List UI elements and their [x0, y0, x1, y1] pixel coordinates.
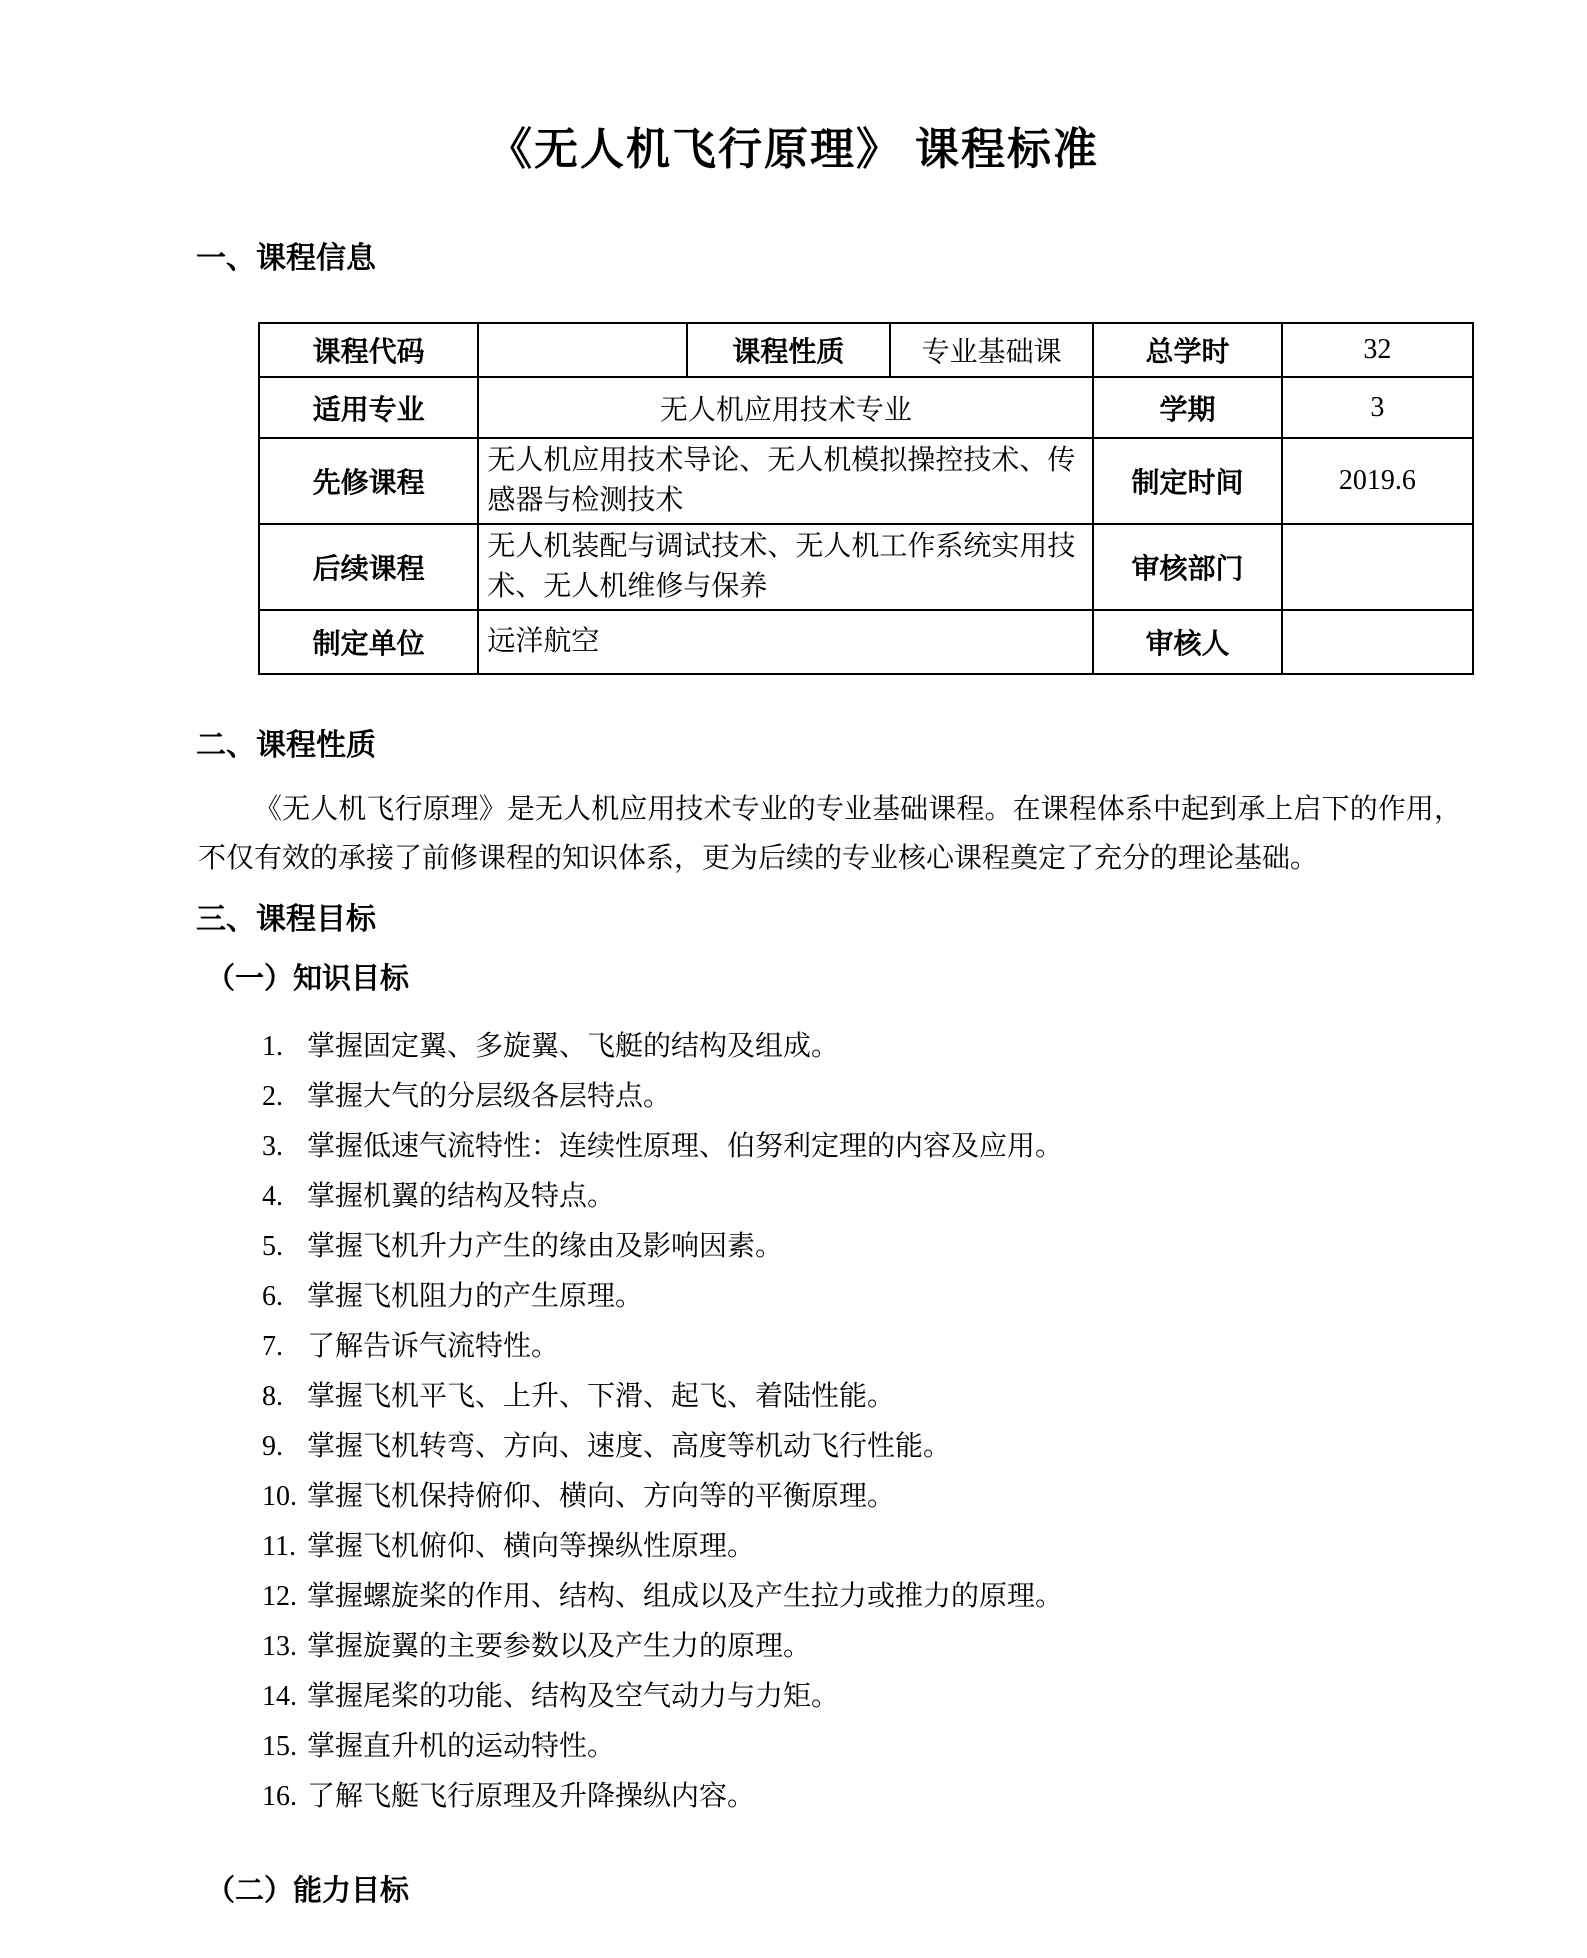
cell-subsequent-courses-label: 后续课程: [259, 524, 478, 610]
cell-issuing-unit-label: 制定单位: [259, 610, 478, 674]
list-item-number: 5.: [262, 1231, 283, 1262]
section-heading-course-objectives: 三、课程目标: [196, 903, 376, 936]
list-item-text: 掌握尾桨的功能、结构及空气动力与力矩。: [307, 1681, 840, 1712]
knowledge-objective-list: [262, 1022, 1587, 1822]
section-heading-course-nature: 二、课程性质: [196, 729, 376, 762]
cell-prerequisite-courses-value: 无人机应用技术导论、无人机模拟操控技术、传感器与检测技术: [478, 438, 1093, 524]
cell-issuing-unit-value: 远洋航空: [478, 610, 1093, 674]
list-item-text: 掌握飞机平飞、上升、下滑、起飞、着陆性能。: [307, 1381, 896, 1412]
list-item-text: 了解飞艇飞行原理及升降操纵内容。: [307, 1781, 756, 1812]
list-item: [262, 1022, 1587, 1072]
list-item: [262, 1572, 1587, 1622]
cell-subsequent-courses-value: 无人机装配与调试技术、无人机工作系统实用技术、无人机维修与保养: [478, 524, 1093, 610]
cell-applicable-major-value: 无人机应用技术专业: [478, 377, 1093, 438]
table-row: [259, 438, 1473, 524]
course-nature-paragraph: 《无人机飞行原理》是无人机应用技术专业的专业基础课程。在课程体系中起到承上启下的作用，不仅有效的承接了前修课程的知识体系，更为后续的专业核心课程奠定了充分的理论基础。: [198, 794, 1462, 874]
cell-course-nature-label: 课程性质: [687, 323, 890, 377]
list-item: [262, 1422, 1587, 1472]
list-item-text: 掌握大气的分层级各层特点。: [307, 1081, 672, 1112]
list-item-text: 掌握飞机阻力的产生原理。: [307, 1281, 644, 1312]
list-item-number: 15.: [262, 1731, 297, 1762]
cell-course-nature-value: 专业基础课: [890, 323, 1093, 377]
list-item-number: 2.: [262, 1081, 283, 1112]
list-item-text: 掌握飞机保持俯仰、横向、方向等的平衡原理。: [307, 1481, 896, 1512]
cell-total-hours-value: 32: [1282, 323, 1473, 377]
cell-date-established-value: 2019.6: [1282, 438, 1473, 524]
subsection-heading-knowledge-objectives: （一）知识目标: [206, 963, 410, 995]
cell-review-department-value: [1282, 524, 1473, 610]
section-heading-course-info: 一、课程信息: [196, 242, 376, 275]
cell-course-code-value: [478, 323, 686, 377]
cell-course-code-label: 课程代码: [259, 323, 478, 377]
list-item: [262, 1522, 1587, 1572]
list-item: [262, 1322, 1587, 1372]
list-item-text: 掌握直升机的运动特性。: [307, 1731, 616, 1762]
subsection-heading-ability-objectives: （二）能力目标: [206, 1875, 410, 1907]
list-item-text: 掌握低速气流特性：连续性原理、伯努利定理的内容及应用。: [307, 1131, 1064, 1162]
list-item: [262, 1672, 1587, 1722]
cell-semester-label: 学期: [1093, 377, 1281, 438]
table-row: [259, 377, 1473, 438]
list-item-number: 4.: [262, 1181, 283, 1212]
list-item-text: 掌握机翼的结构及特点。: [307, 1181, 616, 1212]
document-title: 《无人机飞行原理》 课程标准: [488, 125, 1099, 174]
cell-total-hours-label: 总学时: [1093, 323, 1281, 377]
list-item-number: 11.: [262, 1531, 296, 1562]
list-item: [262, 1722, 1587, 1772]
cell-date-established-label: 制定时间: [1093, 438, 1281, 524]
list-item-text: 掌握飞机升力产生的缘由及影响因素。: [307, 1231, 784, 1262]
cell-applicable-major-label: 适用专业: [259, 377, 478, 438]
list-item-number: 7.: [262, 1331, 283, 1362]
list-item: [262, 1122, 1587, 1172]
list-item: [262, 1772, 1587, 1822]
list-item-number: 13.: [262, 1631, 297, 1662]
list-item-number: 3.: [262, 1131, 283, 1162]
list-item-text: 掌握飞机转弯、方向、速度、高度等机动飞行性能。: [307, 1431, 952, 1462]
cell-semester-value: 3: [1282, 377, 1473, 438]
list-item-number: 14.: [262, 1681, 297, 1712]
list-item-number: 8.: [262, 1381, 283, 1412]
list-item: [262, 1622, 1587, 1672]
course-info-table: [258, 322, 1474, 675]
cell-prerequisite-courses-label: 先修课程: [259, 438, 478, 524]
table-row: [259, 610, 1473, 674]
list-item: [262, 1072, 1587, 1122]
list-item-number: 6.: [262, 1281, 283, 1312]
table-row: [259, 323, 1473, 377]
list-item-number: 10.: [262, 1481, 297, 1512]
list-item-number: 12.: [262, 1581, 297, 1612]
cell-review-department-label: 审核部门: [1093, 524, 1281, 610]
list-item-text: 掌握固定翼、多旋翼、飞艇的结构及组成。: [307, 1031, 840, 1062]
list-item: [262, 1472, 1587, 1522]
list-item-text: 掌握螺旋桨的作用、结构、组成以及产生拉力或推力的原理。: [307, 1581, 1064, 1612]
list-item-number: 16.: [262, 1781, 297, 1812]
list-item: [262, 1272, 1587, 1322]
list-item: [262, 1372, 1587, 1422]
table-row: [259, 524, 1473, 610]
list-item-number: 1.: [262, 1031, 283, 1062]
list-item-text: 掌握飞机俯仰、横向等操纵性原理。: [307, 1531, 756, 1562]
list-item-text: 掌握旋翼的主要参数以及产生力的原理。: [307, 1631, 812, 1662]
list-item: [262, 1172, 1587, 1222]
cell-reviewer-value: [1282, 610, 1473, 674]
list-item-text: 了解告诉气流特性。: [307, 1331, 560, 1362]
cell-reviewer-label: 审核人: [1093, 610, 1281, 674]
list-item: [262, 1222, 1587, 1272]
list-item-number: 9.: [262, 1431, 283, 1462]
